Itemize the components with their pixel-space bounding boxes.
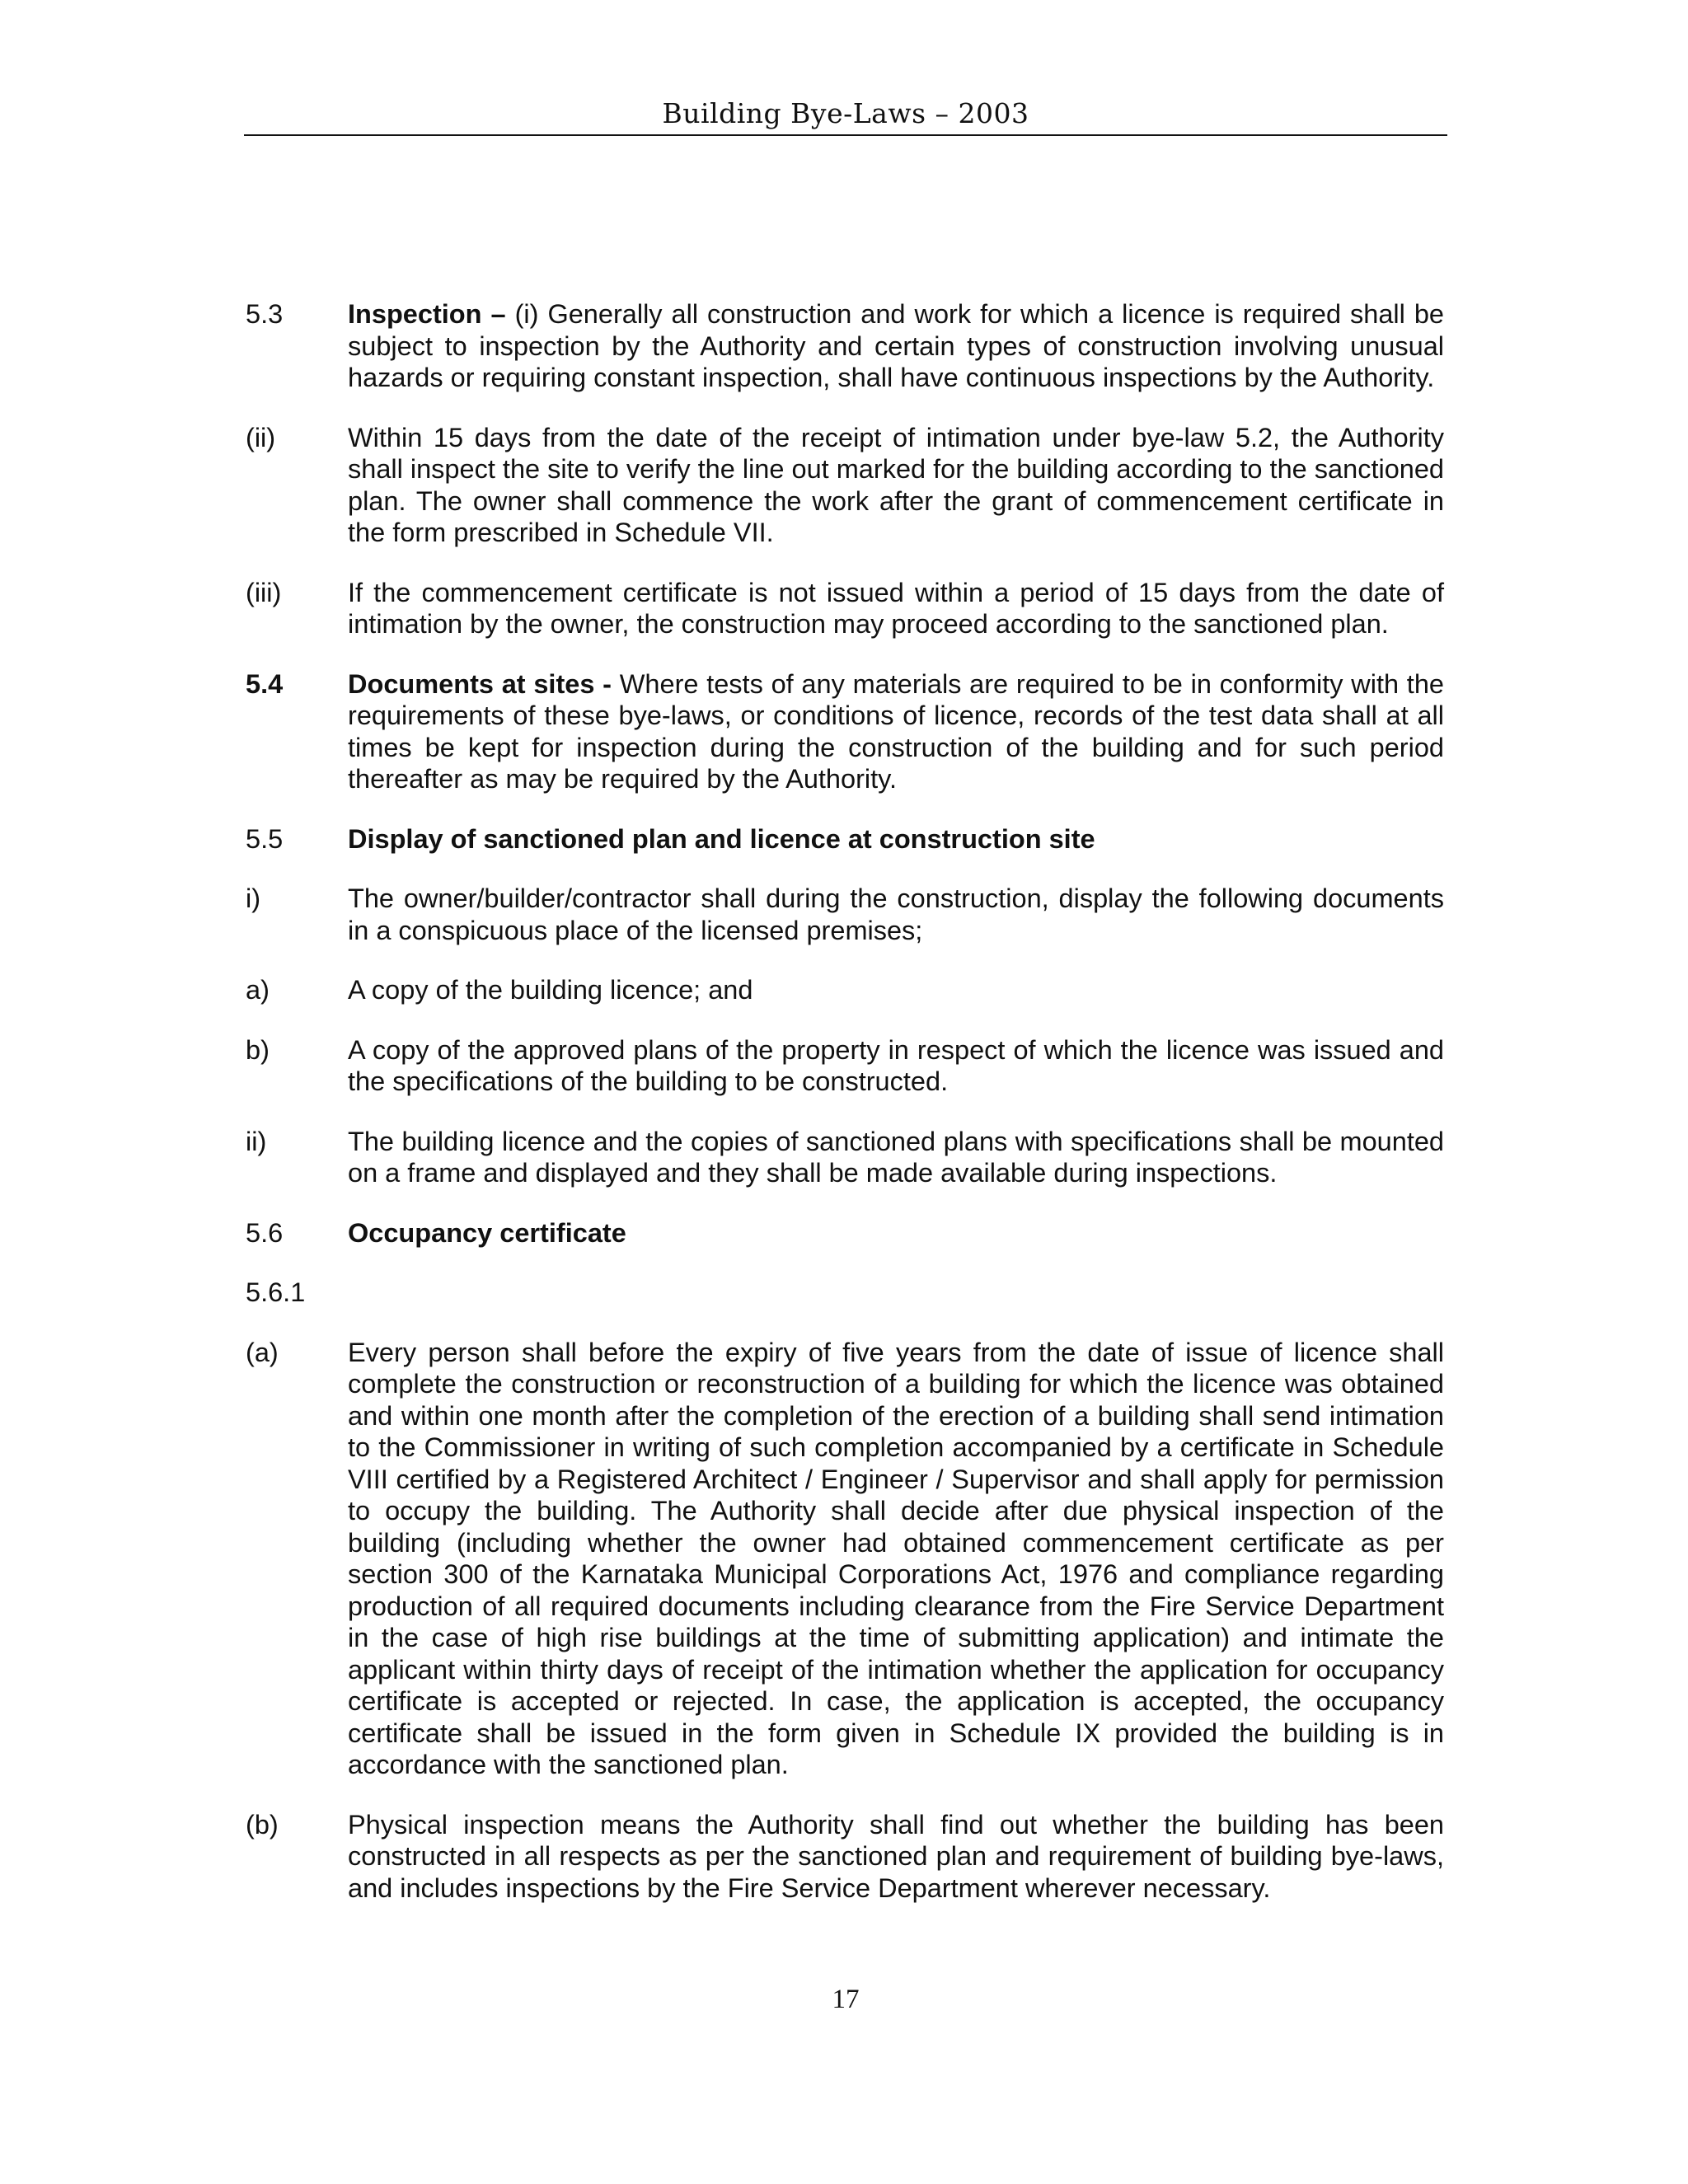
clause-text: A copy of the building licence; and: [348, 975, 753, 1005]
clause-number: b): [246, 1034, 270, 1065]
clause-ii-display: [246, 1126, 1444, 1189]
section-text: [348, 1277, 1444, 1309]
clause-5-6-1-a: [246, 1337, 1444, 1781]
clause-number: (a): [246, 1337, 279, 1367]
section-heading: Display of sanctioned plan and licence at construction site: [348, 823, 1095, 854]
section-body: Where tests of any materials are required to be in conformity with the requirements of these bye-laws, or conditions of licence, records of the test data shall at all times be kept for inspection during the construction of the building and for such period thereafter as may be required by the Authority.: [348, 668, 1444, 794]
document-body: [246, 298, 1444, 1932]
clause-number: (ii): [246, 422, 276, 452]
clause-number: (b): [246, 1809, 279, 1840]
section-heading: Inspection –: [348, 299, 506, 329]
clause-ii: [246, 422, 1444, 549]
section-number: 5.3: [246, 299, 284, 329]
clause-text: Every person shall before the expiry of five years from the date of issue of licence shall complete the construction or reconstruction of a building for which the licence was obtained and within one month after the completion of the erection of a building shall send intimation to the Commissioner in writing of such completion accompanied by a certificate in Schedule VIII certified by a Registered Architect / Engineer / Supervisor and shall apply for permission to occupy the building. The Authority shall decide after due physical inspection of the building (including whether the owner had obtained commencement certificate as per section 300 of the Karnataka Municipal Corporations Act, 1976 and compliance regarding production of all required documents including clearance from the Fire Service Department in the case of high rise buildings at the time of submitting application) and intimate the applicant within thirty days of receipt of the intimation whether the application for occupancy certificate is accepted or rejected. In case, the application is accepted, the occupancy certificate shall be issued in the form given in Schedule IX provided the building is in accordance with the sanctioned plan.: [348, 1337, 1444, 1779]
section-5-6-1: [246, 1277, 1444, 1309]
clause-text: A copy of the approved plans of the property in respect of which the licence was issued and the specifications of the building to be constructed.: [348, 1034, 1444, 1096]
clause-number: (iii): [246, 577, 282, 607]
section-number: 5.6: [246, 1217, 284, 1248]
section-text: [348, 668, 1444, 795]
clause-a: [246, 974, 1444, 1006]
clause-number: i): [246, 883, 261, 913]
section-number: 5.4: [246, 668, 284, 699]
section-5-5: [246, 823, 1444, 855]
clause-i: [246, 883, 1444, 946]
page-number: 17: [832, 1985, 860, 2014]
section-5-4: [246, 668, 1444, 795]
section-5-6: [246, 1217, 1444, 1249]
clause-text: Physical inspection means the Authority shall find out whether the building has been constructed in all respects as per the sanctioned plan and requirement of building bye-laws, and includes inspections by the Fire Service Department wherever necessary.: [348, 1809, 1444, 1903]
section-text: [348, 298, 1444, 394]
clause-5-6-1-b: [246, 1809, 1444, 1905]
running-header: Building Bye-Laws – 2003: [662, 97, 1029, 129]
section-heading: Occupancy certificate: [348, 1217, 626, 1248]
clause-iii: [246, 577, 1444, 640]
section-5-3: [246, 298, 1444, 394]
clause-b: [246, 1034, 1444, 1098]
clause-text: The owner/builder/contractor shall during the construction, display the following documents in a conspicuous place of the licensed premises;: [348, 883, 1444, 945]
clause-text: Within 15 days from the date of the receipt of intimation under bye-law 5.2, the Authority shall inspect the site to verify the line out marked for the building according to the sanctioned plan. The owner shall commence the work after the grant of commencement certificate in the form prescribed in Schedule VII.: [348, 422, 1444, 547]
clause-text: If the commencement certificate is not issued within a period of 15 days from the date of intimation by the owner, the construction may proceed according to the sanctioned plan.: [348, 577, 1444, 639]
clause-text: The building licence and the copies of sanctioned plans with specifications shall be mounted on a frame and displayed and they shall be made available during inspections.: [348, 1126, 1444, 1188]
header-rule: [244, 134, 1447, 136]
section-body: (i) Generally all construction and work for which a licence is required shall be subject to inspection by the Authority and certain types of construction involving unusual hazards or requiring constant inspection, shall have continuous inspections by the Authority.: [348, 299, 1445, 392]
section-number: 5.6.1: [246, 1277, 306, 1307]
section-number: 5.5: [246, 823, 284, 854]
section-heading: Documents at sites -: [348, 668, 612, 699]
clause-number: a): [246, 975, 270, 1005]
clause-number: ii): [246, 1126, 267, 1156]
